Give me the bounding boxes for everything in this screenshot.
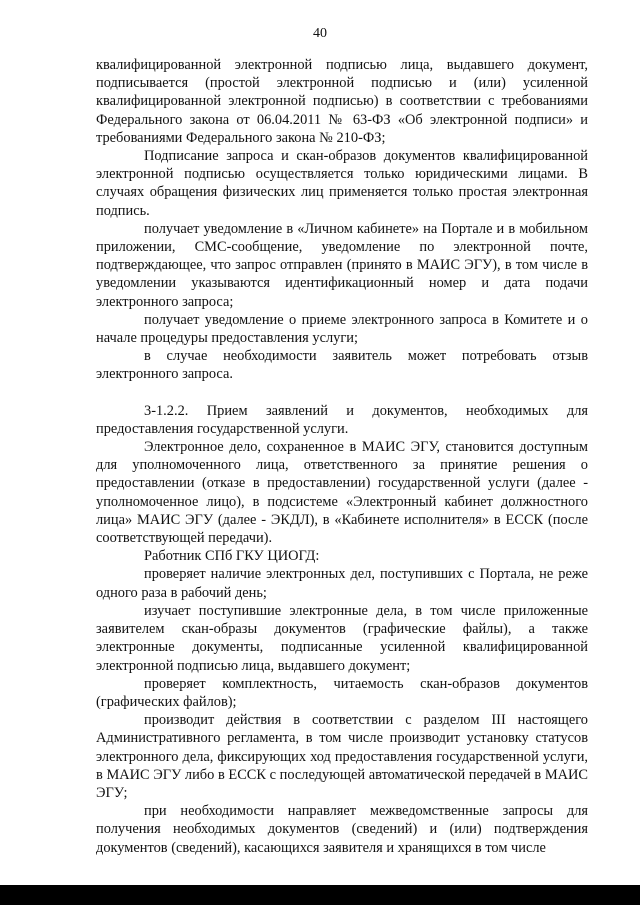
paragraph-receipt-notice: получает уведомление о приеме электронного запроса в Комитете и о начале процедуры предоставления услуги;	[96, 311, 588, 347]
paragraph-signing-rules: Подписание запроса и скан-образов документов квалифицированной электронной подписью осуществляется только юридическими лицами. В случаях обращения физических лиц применяется только простая электронная подпись.	[96, 148, 588, 219]
paragraph-interagency-requests: при необходимости направляет межведомственные запросы для получения необходимых документов (сведений) и (или) подтверждения документов (сведений), касающихся заявителя и хранящихся в том числе	[96, 803, 588, 856]
paragraph-receives-notification: получает уведомление в «Личном кабинете» на Портале и в мобильном приложении, СМС-сообщение, уведомление по электронной почте, подтверждающее, что запрос отправлен (принято в МАИС ЭГУ), в том числе в уведомлении указываются идентификационный номер и дата подачи электронного запроса;	[96, 220, 588, 310]
paragraph-electronic-case: Электронное дело, сохраненное в МАИС ЭГУ, становится доступным для уполномоченного лица, ответственного за принятие решения о предоставлении (отказе в предоставлении) государственной услуги (далее - уполномоченное лицо), в подсистеме «Электронный кабинет должностного лица» МАИС ЭГУ (далее - ЭКДЛ), в «Кабинете исполнителя» в ЕССК (после соответствующей передачи).	[96, 439, 588, 547]
scan-bottom-border	[0, 885, 640, 905]
paragraph-withdrawal: в случае необходимости заявитель может потребовать отзыв электронного запроса.	[96, 348, 588, 383]
paragraph-performs-actions: производит действия в соответствии с разделом III настоящего Административного регламента, в том числе производит установку статусов электронного дела, фиксирующих ход предоставления государственной услуги, в МАИС ЭГУ либо в ЕССК с последующей автоматической передачей в МАИС ЭГУ;	[96, 712, 588, 801]
paragraph-checks-cases: проверяет наличие электронных дел, поступивших с Портала, не реже одного раза в рабочий день;	[96, 566, 588, 601]
page-number: 40	[313, 26, 327, 41]
document-body	[96, 56, 588, 857]
section-heading-3-1-2-2: 3-1.2.2. Прием заявлений и документов, необходимых для предоставления государственной услуги.	[96, 402, 588, 437]
paragraph-worker-intro: Работник СПб ГКУ ЦИОГД:	[144, 548, 320, 565]
paragraph-checks-completeness: проверяет комплектность, читаемость скан-образов документов (графических файлов);	[96, 675, 588, 710]
paragraph-signature-requirements: квалифицированной электронной подписью лица, выдавшего документ, подписывается (простой электронной подписью и (или) усиленной квалифицированной электронной подписью) в соответствии с требованиями Федерального закона от 06.04.2011 № 63-ФЗ «Об электронной подписи» и требованиями Федерального закона № 210-ФЗ;	[96, 57, 588, 146]
paragraph-studies-cases: изучает поступившие электронные дела, в том числе приложенные заявителем скан-образы документов (графические файлы), а также электронные документы, подписанные усиленной квалифицированной электронной подписью лица, выдавшего документ;	[96, 602, 588, 674]
